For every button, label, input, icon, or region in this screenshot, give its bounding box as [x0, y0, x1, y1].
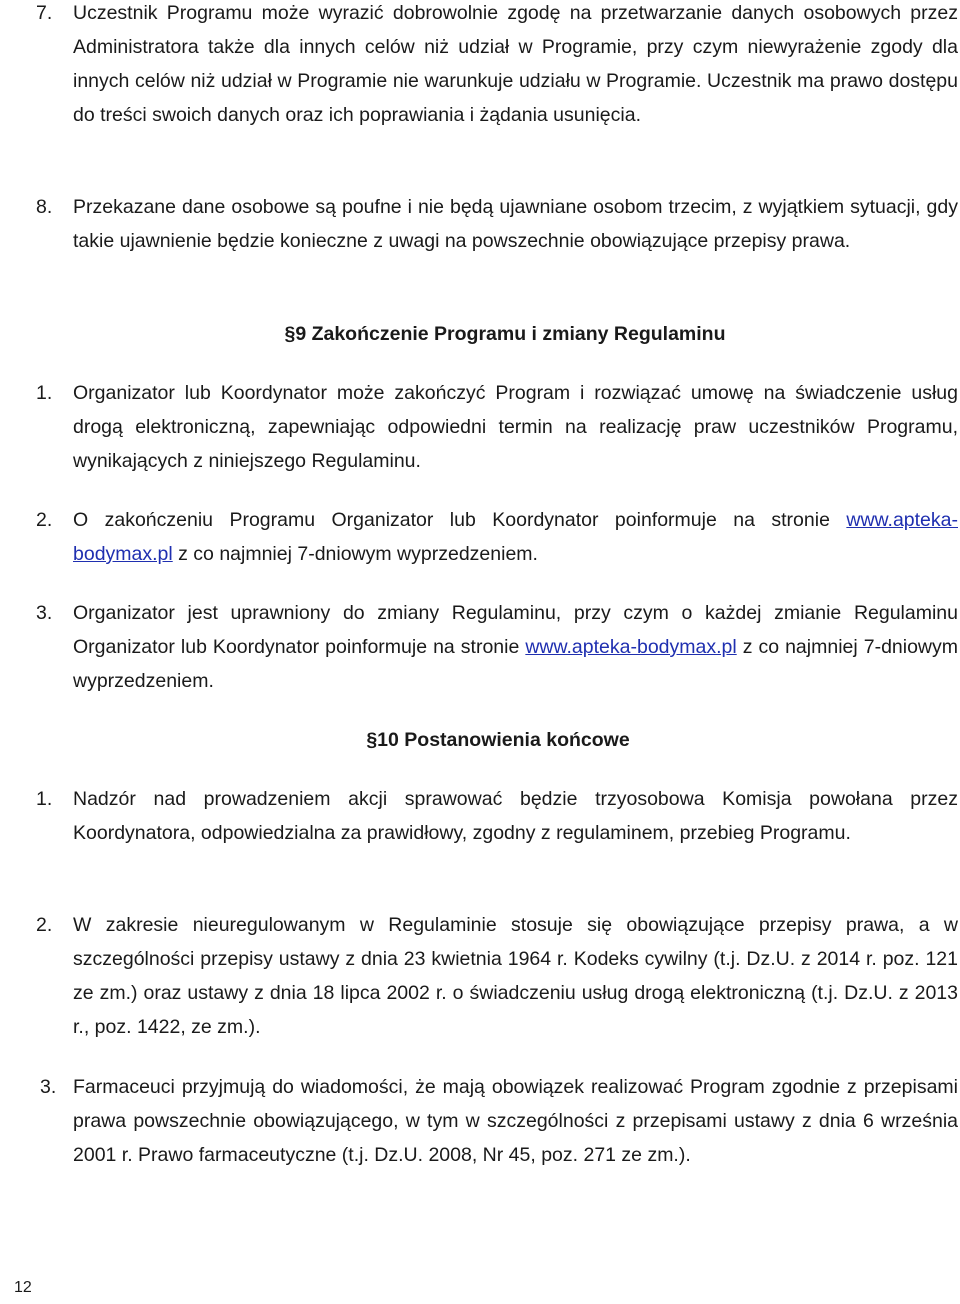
- list-number: 8.: [36, 196, 53, 218]
- section-10-item-3: [40, 1070, 958, 1172]
- paragraph-text: [73, 596, 958, 698]
- list-number: 3.: [36, 602, 53, 624]
- list-number: 3.: [40, 1076, 57, 1098]
- section-10-item-2: [36, 908, 958, 1044]
- paragraph-text: W zakresie nieuregulowanym w Regulaminie stosuje się obowiązujące przepisy prawa, a w szczególności przepisy ustawy z dnia 23 kwietnia 1964 r. Kodeks cywilny (t.j. Dz.U. z 2014 r. poz. 121 ze zm.) oraz ustawy z dnia 18 lipca 2002 r. o świadczeniu usług drogą elektroniczną (t.j. Dz.U. z 2013 r., poz. 1422, ze zm.).: [73, 914, 958, 1038]
- paragraph-text: [73, 503, 958, 571]
- paragraph-text: Uczestnik Programu może wyrazić dobrowolnie zgodę na przetwarzanie danych osobowych przez Administratora także dla innych celów niż udział w Programie, przy czym niewyrażenie zgody dla innych celów niż udział w Programie nie warunkuje udziału w Programie. Uczestnik ma prawo dostępu do treści swoich danych oraz ich poprawiania i żądania usunięcia.: [73, 2, 958, 126]
- list-number: 1.: [36, 382, 53, 404]
- text-before-link: Organizator jest uprawniony do zmiany Regulaminu, przy czym o każdej zmianie Regulaminu Organizator lub Koordynator poinformuje na stronie: [73, 602, 958, 658]
- section-10-heading: §10 Postanowienia końcowe: [366, 729, 630, 751]
- section-9-item-2: [36, 503, 958, 571]
- text-before-link: O zakończeniu Programu Organizator lub Koordynator poinformuje na stronie: [73, 509, 847, 531]
- list-number: 2.: [36, 509, 53, 531]
- section-9-item-1: [36, 376, 958, 478]
- paragraph-7-privacy-consent: [36, 0, 958, 132]
- list-number: 7.: [36, 2, 53, 24]
- text-after-link: z co najmniej 7-dniowym wyprzedzeniem.: [73, 636, 959, 692]
- text-after-link: z co najmniej 7-dniowym wyprzedzeniem.: [172, 543, 538, 565]
- website-link[interactable]: www.apteka-bodymax.pl: [525, 636, 737, 658]
- paragraph-text: Nadzór nad prowadzeniem akcji sprawować będzie trzyosobowa Komisja powołana przez Koordynatora, odpowiedzialna za prawidłowy, zgodny z regulaminem, przebieg Programu.: [73, 788, 958, 844]
- section-9-heading: §9 Zakończenie Programu i zmiany Regulaminu: [284, 323, 726, 345]
- paragraph-text: Przekazane dane osobowe są poufne i nie będą ujawniane osobom trzecim, z wyjątkiem sytuacji, gdy takie ujawnienie będzie konieczne z uwagi na powszechnie obowiązujące przepisy prawa.: [73, 196, 958, 252]
- website-link[interactable]: www.apteka-bodymax.pl: [73, 509, 958, 565]
- paragraph-8-confidential-data: [36, 190, 958, 258]
- list-number: 1.: [36, 788, 53, 810]
- paragraph-text: Farmaceuci przyjmują do wiadomości, że mają obowiązek realizować Program zgodnie z przepisami prawa powszechnie obowiązującego, w tym w szczególności z przepisami ustawy z dnia 6 września 2001 r. Prawo farmaceutyczne (t.j. Dz.U. 2008, Nr 45, poz. 271 ze zm.).: [73, 1076, 958, 1166]
- paragraph-text: Organizator lub Koordynator może zakończyć Program i rozwiązać umowę na świadczenie usług drogą elektroniczną, zapewniając odpowiedni termin na realizację praw uczestników Programu, wynikających z niniejszego Regulaminu.: [73, 382, 958, 472]
- page-number: 12: [14, 1279, 32, 1296]
- section-10-item-1: [36, 782, 958, 850]
- section-9-item-3: [36, 596, 958, 698]
- list-number: 2.: [36, 914, 53, 936]
